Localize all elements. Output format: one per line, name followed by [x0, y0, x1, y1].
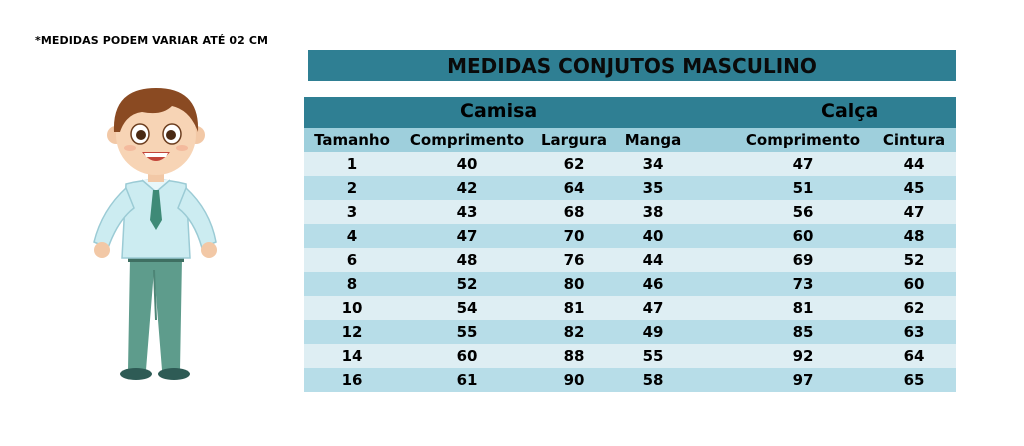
- cell-tamanho: 16: [341, 371, 363, 389]
- cell-manga: 49: [642, 323, 664, 341]
- cell-manga: 44: [642, 251, 664, 269]
- boy-illustration: [82, 80, 232, 390]
- cell-tamanho: 2: [346, 179, 358, 197]
- cell-tamanho: 14: [341, 347, 363, 365]
- table-row: [304, 224, 956, 248]
- cell-tamanho: 1: [346, 155, 358, 173]
- cell-camisa-comprimento: 43: [456, 203, 478, 221]
- cell-manga: 47: [642, 299, 664, 317]
- cell-camisa-comprimento: 60: [456, 347, 478, 365]
- column-header-largura: Largura: [540, 131, 608, 149]
- cell-tamanho: 4: [346, 227, 358, 245]
- cell-camisa-comprimento: 54: [456, 299, 478, 317]
- title-banner: [308, 50, 956, 81]
- cell-cintura: 52: [903, 251, 925, 269]
- cell-cintura: 63: [903, 323, 925, 341]
- cell-tamanho: 3: [346, 203, 358, 221]
- cell-calca-comprimento: 97: [792, 371, 814, 389]
- cell-largura: 76: [563, 251, 585, 269]
- cell-largura: 70: [563, 227, 585, 245]
- cell-cintura: 45: [903, 179, 925, 197]
- cell-manga: 38: [642, 203, 664, 221]
- cell-largura: 68: [563, 203, 585, 221]
- cell-tamanho: 12: [341, 323, 363, 341]
- cell-tamanho: 10: [341, 299, 363, 317]
- cell-manga: 55: [642, 347, 664, 365]
- cell-largura: 80: [563, 275, 585, 293]
- cell-calca-comprimento: 51: [792, 179, 814, 197]
- cell-largura: 64: [563, 179, 585, 197]
- size-table: [304, 97, 956, 392]
- cell-calca-comprimento: 69: [792, 251, 814, 269]
- cell-calca-comprimento: 85: [792, 323, 814, 341]
- cell-calca-comprimento: 81: [792, 299, 814, 317]
- disclaimer-note: *MEDIDAS PODEM VARIAR ATÉ 02 CM: [35, 34, 269, 47]
- cell-camisa-comprimento: 47: [456, 227, 478, 245]
- table-row: [304, 248, 956, 272]
- table-row: [304, 320, 956, 344]
- cell-manga: 40: [642, 227, 664, 245]
- cell-camisa-comprimento: 61: [456, 371, 478, 389]
- cell-camisa-comprimento: 40: [456, 155, 478, 173]
- cell-calca-comprimento: 92: [792, 347, 814, 365]
- cell-tamanho: 8: [346, 275, 358, 293]
- section-label-camisa: Camisa: [460, 100, 538, 122]
- cell-tamanho: 6: [346, 251, 358, 269]
- cell-manga: 58: [642, 371, 664, 389]
- cell-largura: 82: [563, 323, 585, 341]
- cell-cintura: 44: [903, 155, 925, 173]
- cell-calca-comprimento: 60: [792, 227, 814, 245]
- column-header-cintura: Cintura: [882, 131, 946, 149]
- cell-camisa-comprimento: 55: [456, 323, 478, 341]
- cell-cintura: 62: [903, 299, 925, 317]
- cell-largura: 90: [563, 371, 585, 389]
- section-label-calca: Calça: [821, 100, 879, 122]
- cell-camisa-comprimento: 42: [456, 179, 478, 197]
- cell-cintura: 60: [903, 275, 925, 293]
- section-header-row: [304, 97, 956, 128]
- table-row: [304, 200, 956, 224]
- page-title: MEDIDAS CONJUTOS MASCULINO: [447, 53, 817, 78]
- table-row: [304, 176, 956, 200]
- table-row: [304, 152, 956, 176]
- table-row: [304, 272, 956, 296]
- cell-manga: 34: [642, 155, 664, 173]
- column-header-tamanho: Tamanho: [314, 131, 390, 149]
- table-row: [304, 344, 956, 368]
- cell-manga: 46: [642, 275, 664, 293]
- cell-cintura: 64: [903, 347, 925, 365]
- cell-calca-comprimento: 56: [792, 203, 814, 221]
- column-header-manga: Manga: [624, 131, 682, 149]
- table-row: [304, 296, 956, 320]
- column-header-calca-comprimento: Comprimento: [745, 131, 861, 149]
- cell-cintura: 48: [903, 227, 925, 245]
- cell-largura: 62: [563, 155, 585, 173]
- cell-largura: 81: [563, 299, 585, 317]
- table-row: [304, 368, 956, 392]
- cell-calca-comprimento: 47: [792, 155, 814, 173]
- column-header-row: [304, 128, 956, 152]
- cell-largura: 88: [563, 347, 585, 365]
- cell-camisa-comprimento: 48: [456, 251, 478, 269]
- cell-calca-comprimento: 73: [792, 275, 814, 293]
- cell-manga: 35: [642, 179, 664, 197]
- column-header-camisa-comprimento: Comprimento: [409, 131, 525, 149]
- cell-cintura: 47: [903, 203, 925, 221]
- cell-camisa-comprimento: 52: [456, 275, 478, 293]
- cell-cintura: 65: [903, 371, 925, 389]
